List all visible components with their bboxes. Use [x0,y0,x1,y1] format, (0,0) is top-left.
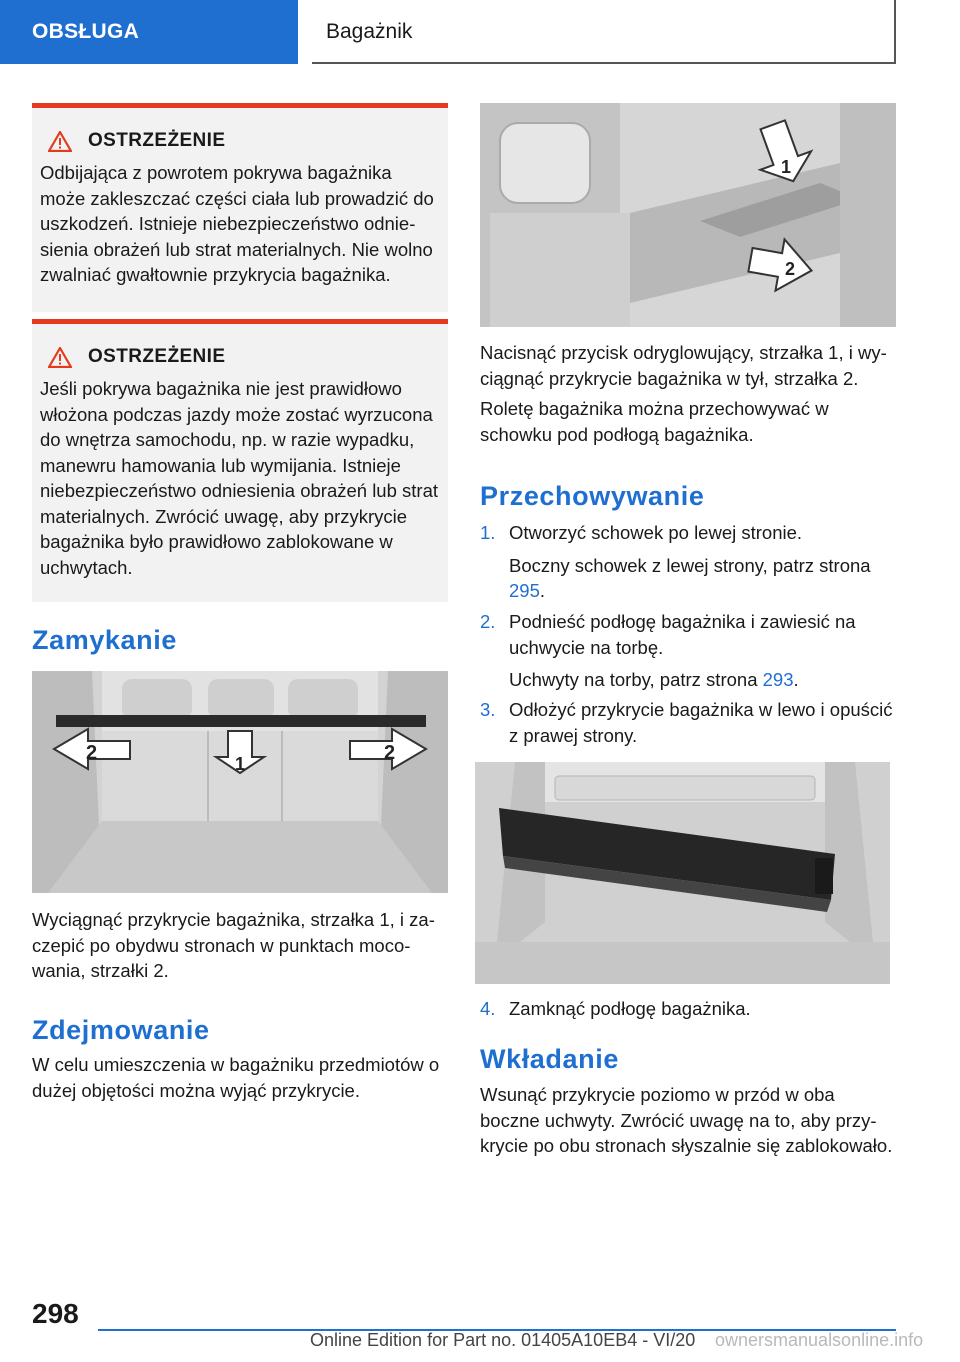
warning-text: Jeśli pokrywa bagażnika nie jest prawidłowo włożona podczas jazdy może zostać wyrzucona do wnętrza samochodu, np. w razie wypadku, manewru hamowania lub wymijania. Istnieje niebezpieczeństwo odniesienia obrażeń lub strat materialnych. Zwrócić uwagę, aby przykrycie bagażnika było prawidłowo zablokowane w uchwytach. [40,378,439,578]
step-text: Otworzyć schowek po lewej stronie. [509,522,803,543]
list-item [480,996,896,1022]
closing-text: Wyciągnąć przykrycie bagażnika, strzałka 1, i zaczepić po obydwu stronach w punktach mocowania, strzałki 2. [32,909,435,981]
warning-box-1 [32,103,448,312]
figure-removal-cover [480,103,896,327]
heading-wkladanie: Wkładanie [480,1044,619,1074]
warning-title: OSTRZEŻENIE [48,130,438,152]
figure-closing-cover [32,671,448,893]
removal-text-3: Roletę bagażnika można przechowywać w schowku pod podłogą bagażnika. [480,398,829,445]
step-number: 3. [480,699,496,720]
step-text: Podnieść podłogę bagażnika i zawiesić na uchwycie na torbę. [509,611,856,658]
step-number: 4. [480,998,496,1019]
watermark: ownersmanualsonline.info [715,1330,924,1350]
heading-zdejmowanie: Zdejmowanie [32,1015,210,1045]
warning-title: OSTRZEŻENIE [48,346,438,368]
removal-text-2: Nacisnąć przycisk odryglowujący, strzałka 1, i wyciągnąć przykrycie bagażnika w tył, strzałka 2. [480,342,887,389]
page-link[interactable]: 293 [762,669,794,690]
figure-label: 1 [235,754,246,774]
warning-box-2 [32,319,448,602]
list-item [480,520,896,604]
step-text: Zamknąć podłogę bagażnika. [509,998,751,1019]
figure-label: 2 [384,742,396,764]
step-subtext: Uchwyty na torby, patrz strona 293. [509,669,799,690]
step-text: Odłożyć przykrycie bagażnika w lewo i opuścić z prawej strony. [509,699,893,746]
warning-triangle-icon [48,131,72,152]
page-link[interactable]: 295 [509,580,540,601]
page-header-title: Bagażnik [312,0,896,64]
step-number: 2. [480,611,496,632]
footer-edition: Online Edition for Part no. 01405A10EB4 - VI/20 [310,1330,696,1350]
figure-label: 2 [86,742,98,764]
figure-storing-cover [475,762,890,984]
removal-text: W celu umieszczenia w bagażniku przedmiotów o dużej objętości można wyjąć przykrycie. [32,1054,440,1101]
list-item [480,609,896,693]
step-number: 1. [480,522,496,543]
section-tab: OBSŁUGA [0,0,298,64]
warning-triangle-icon [48,347,72,368]
heading-zamykanie: Zamykanie [32,625,177,655]
list-item [480,697,896,748]
figure-label: 2 [785,259,796,279]
figure-label: 1 [781,157,792,177]
page-number: 298 [32,1298,79,1329]
heading-przechowywanie: Przechowywanie [480,481,705,511]
step-subtext: Boczny schowek z lewej strony, patrz strona 295. [509,554,871,601]
insertion-text: Wsunąć przykrycie poziomo w przód w oba boczne uchwyty. Zwrócić uwagę na to, aby przykrycie po obu stronach słyszalnie się zablokowało. [480,1084,893,1156]
warning-text: Odbijająca z powrotem pokrywa bagażnika może zakleszczać części ciała lub prowadzić do uszkodzeń. Istnieje niebezpieczeństwo odniesienia obrażeń lub strat materialnych. Nie wolno zwalniać gwałtownie przykrycia bagażnika. [40,162,434,285]
